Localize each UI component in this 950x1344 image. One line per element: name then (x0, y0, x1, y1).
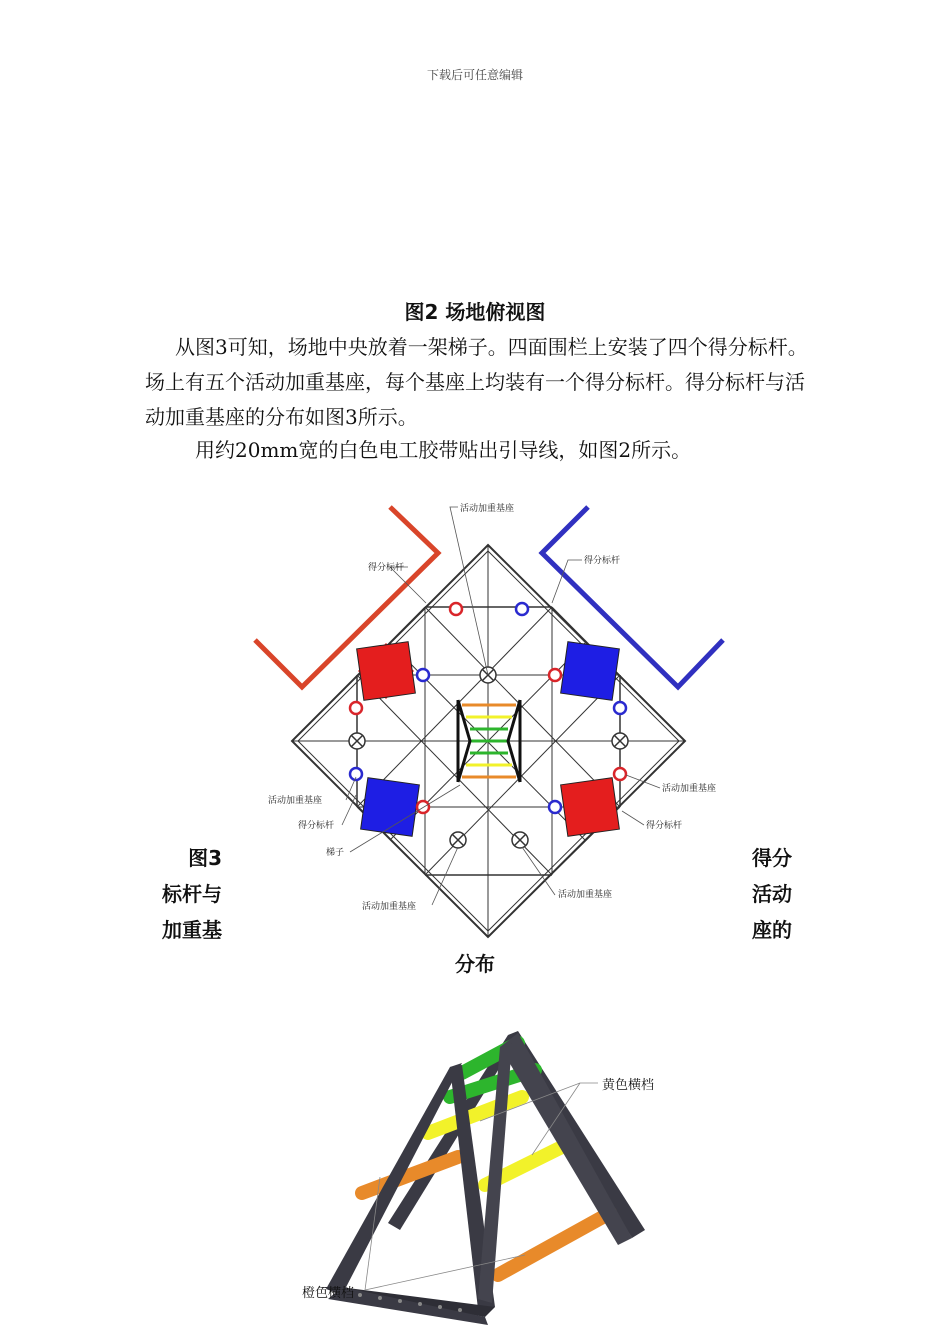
figure-3-caption-right: 得分 活动 座的 (752, 846, 792, 942)
red-zone-top-left (357, 642, 416, 701)
mobile-base-bottom-right (512, 832, 528, 848)
label-pole-right-low: 得分标杆 (646, 821, 683, 831)
figure-3-caption-left: 图3 标杆与 加重基 (162, 846, 222, 942)
label-base-right: 活动加重基座 (662, 784, 717, 794)
label-pole-left-low: 得分标杆 (298, 821, 335, 831)
mobile-base-right (612, 733, 628, 749)
blue-zone-top-right (561, 642, 620, 701)
label-orange-rungs: 橙色横档 (302, 1286, 355, 1301)
label-ladder: 梯子 (326, 848, 345, 858)
label-base-bottom-right: 活动加重基座 (558, 890, 613, 900)
mobile-base-left (349, 733, 365, 749)
mobile-base-bottom-left (450, 832, 466, 848)
red-zone-bottom-right (561, 778, 620, 837)
ladder-render (280, 1025, 700, 1335)
figure-2-caption: 图2 场地俯视图 (404, 300, 546, 324)
paragraph-1: 从图3可知，场地中央放着一架梯子。四面围栏上安装了四个得分标杆。场上有五个活动加重基座，每个基座上均装有一个得分标杆。得分标杆与活动加重基座的分布如图3所示。 (145, 335, 808, 429)
label-yellow-rungs: 黄色横档 (602, 1078, 655, 1093)
label-base-bottom-left: 活动加重基座 (362, 902, 417, 912)
paragraph-2: 用约20mm宽的白色电工胶带贴出引导线，如图2所示。 (195, 438, 692, 462)
label-base-top: 活动加重基座 (460, 504, 515, 514)
label-pole-left: 得分标杆 (368, 563, 405, 573)
field-diagram (230, 495, 750, 945)
page-header: 下载后可任意编辑 (426, 68, 523, 82)
figure-3-caption-bottom: 分布 (455, 952, 495, 976)
label-pole-right: 得分标杆 (584, 556, 621, 566)
label-base-left: 活动加重基座 (268, 796, 323, 806)
